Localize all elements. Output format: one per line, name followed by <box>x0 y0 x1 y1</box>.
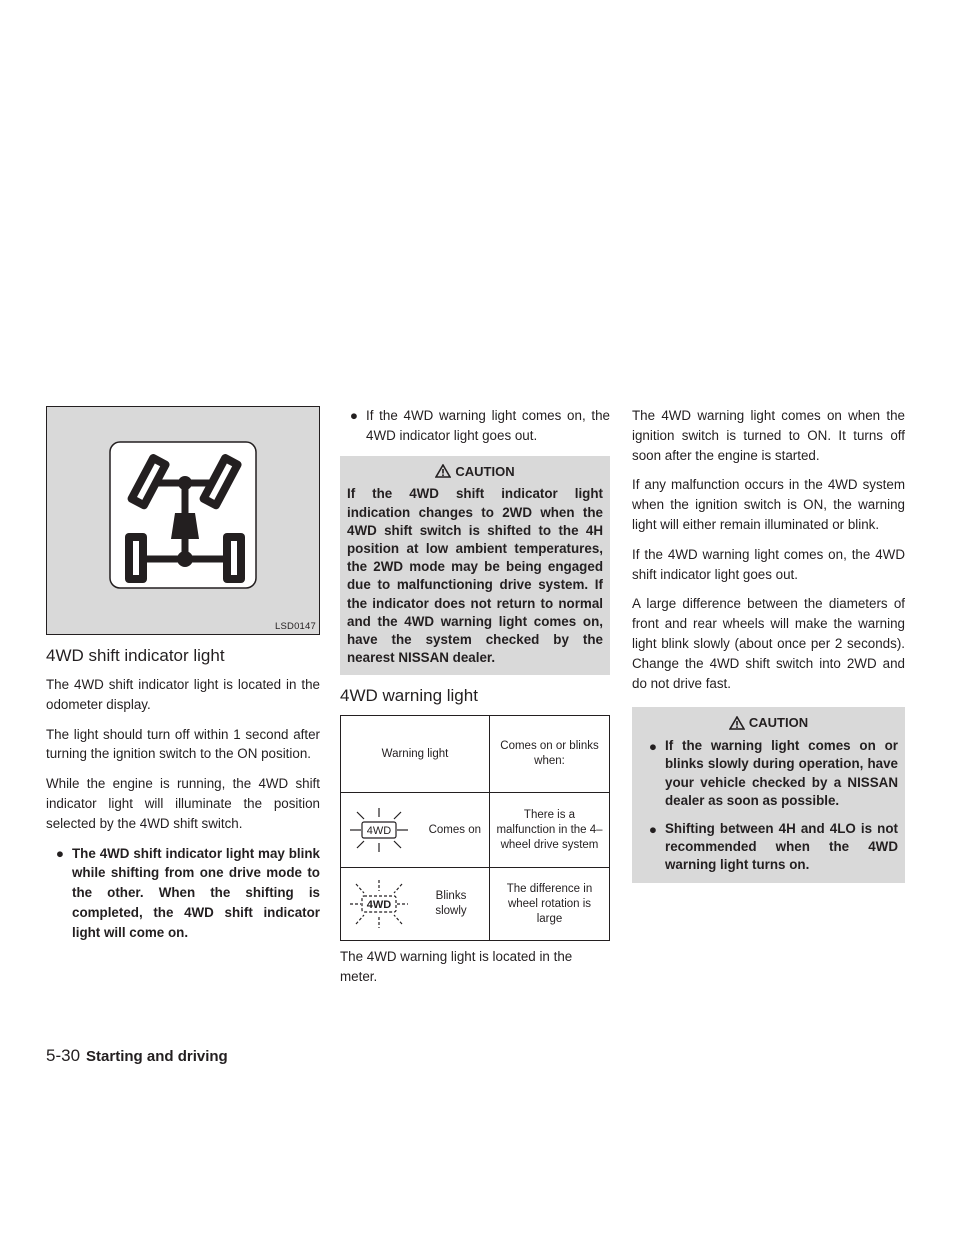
icon-4wd-text: 4WD <box>366 825 392 838</box>
page-footer <box>46 1045 228 1068</box>
table-header-cell: Comes on or blinks when: <box>490 716 610 793</box>
figure-label: LSD0147 <box>274 621 316 632</box>
table-cell <box>341 793 490 868</box>
bullet-dot: ● <box>55 845 64 861</box>
table-cell: There is a malfunction in the 4–wheel drive system <box>490 793 610 868</box>
section-title: Starting and driving <box>86 1048 228 1065</box>
paragraph: The light should turn off within 1 second after turning the ignition switch to the ON position. <box>46 726 320 762</box>
bullet-item <box>340 406 610 446</box>
caution-title <box>347 462 603 482</box>
table-row <box>341 868 610 941</box>
caution-title <box>639 713 898 733</box>
table-cell: The difference in wheel rotation is large <box>490 868 610 941</box>
paragraph: While the engine is running, the 4WD shift indicator light will illuminate the position selected by the 4WD shift switch. <box>46 776 320 831</box>
light-state: Blinks slowly <box>435 890 467 918</box>
warning-light-table <box>340 715 610 941</box>
paragraph: The 4WD warning light is located in the meter. <box>340 949 573 985</box>
page-number: 5-30 <box>46 1046 81 1065</box>
caution-box <box>340 456 610 676</box>
bullet-text: The 4WD shift indicator light may blink while shifting from one drive mode to the other. When the shifting is completed, the 4WD shift indicator light will come on. <box>72 845 320 940</box>
warning-triangle-icon <box>729 716 745 730</box>
caution-bullet-item <box>639 737 898 810</box>
bullet-text: Shifting between 4H and 4LO is not recommended when the 4WD warning light turns on. <box>665 820 898 873</box>
figure-4wd-shift-indicator <box>46 406 320 635</box>
column-1 <box>46 406 320 953</box>
column-3 <box>632 406 905 893</box>
paragraph: The 4WD shift indicator light is located in the odometer display. <box>46 677 320 712</box>
icon-4wd-text: 4WD <box>366 899 392 912</box>
4wd-warning-blink-icon <box>349 879 409 929</box>
table-header-cell: Warning light <box>341 716 490 793</box>
warning-triangle-icon <box>435 464 451 478</box>
caution-text: If the 4WD shift indicator light indication changes to 2WD when the 4WD shift switch is shifted to the 4H position at low ambient temperatures, the 2WD mode may be being engaged due to malfunctioning drive system. If the indicator does not return to normal and the 4WD warning light comes on, have the system checked by the nearest NISSAN dealer. <box>347 486 603 666</box>
caution-box <box>632 707 905 882</box>
4wd-drivetrain-icon <box>109 441 257 589</box>
table-cell <box>341 868 490 941</box>
caution-title-text: CAUTION <box>455 463 515 479</box>
table-row <box>341 793 610 868</box>
4wd-warning-on-icon <box>349 806 409 854</box>
caution-bullet-item <box>639 820 898 875</box>
paragraph: The 4WD warning light comes on when the ignition switch is turned to ON. It turns off soon after the engine is started. <box>632 408 905 463</box>
bullet-text: If the warning light comes on or blinks slowly during operation, have your vehicle checked by a NISSAN dealer as soon as possible. <box>665 738 898 808</box>
bullet-dot: ● <box>648 739 657 755</box>
bullet-text: If the 4WD warning light comes on, the 4WD indicator light goes out. <box>366 408 610 443</box>
bullet-item <box>46 844 320 943</box>
paragraph: If any malfunction occurs in the 4WD system when the ignition switch is ON, the warning light will either remain illuminated or blink. <box>632 477 905 532</box>
column-2 <box>340 406 610 997</box>
bullet-dot: ● <box>349 408 358 423</box>
paragraph: If the 4WD warning light comes on, the 4WD shift indicator light goes out. <box>632 546 905 582</box>
heading-4wd-warning-light: 4WD warning light <box>340 686 478 706</box>
light-state: Comes on <box>428 823 481 836</box>
bullet-dot: ● <box>648 821 657 837</box>
table-header-row <box>341 716 610 793</box>
heading-4wd-shift-indicator: 4WD shift indicator light <box>46 646 225 665</box>
paragraph: A large difference between the diameters of front and rear wheels will make the warning light blink slowly (about once per 2 seconds). Change the 4WD shift switch into 2WD and do not drive fast. <box>632 596 905 691</box>
caution-title-text: CAUTION <box>748 715 809 731</box>
